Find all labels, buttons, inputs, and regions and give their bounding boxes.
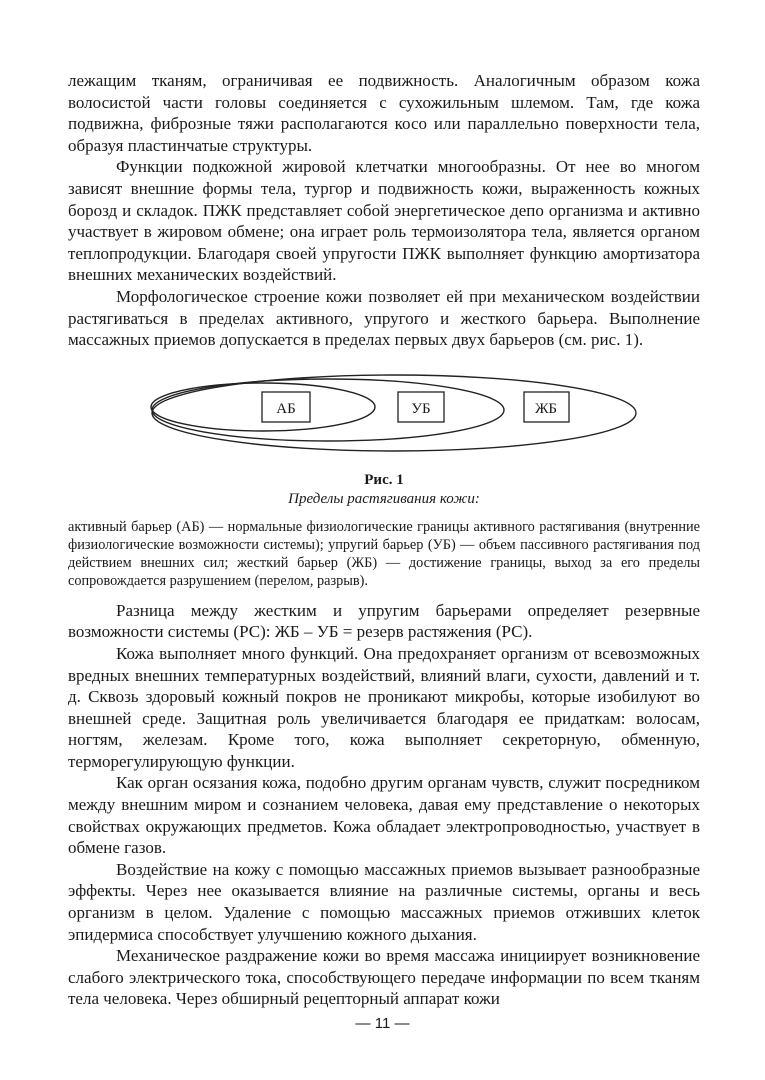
paragraph: Морфологическое строение кожи позволяет ей при механическом воздействии растягиваться в пределах активного, упругого и жесткого барьера. Выполнение массажных приемов допускается в пределах первых двух барьеров (см. рис. 1). [68, 286, 700, 350]
figure-label: Рис. 1 [364, 471, 404, 488]
paragraph: Механическое раздражение кожи во время массажа инициирует возникновение слабого электрического тока, способствующего передаче информации по всем тканям тела человека. Через обширный рецепторный аппарат кожи [68, 946, 700, 1009]
paragraph: Функции подкожной жировой клетчатки многообразны. От нее во многом зависят внешние формы тела, тургор и подвижность кожи, выраженность кожных борозд и складок. ПЖК представляет собой энергетическое депо организма и активно участвует в жировом обмене; она играет роль термоизолятора тела, является органом теплопродукции. Благодаря своей упругости ПЖК выполняет функцию амортизатора внешних механических воздействий. [68, 157, 700, 285]
paragraph: Разница между жестким и упругим барьерами определяет резервные возможности системы (РС): ЖБ – УБ = резерв растяжения (РС). [68, 600, 700, 642]
document-page [68, 70, 700, 1010]
elastic-barrier-ellipse [152, 379, 504, 441]
page-number: — 11 — [355, 1015, 410, 1032]
paragraph: лежащим тканям, ограничивая ее подвижность. Аналогичным образом кожа волосистой части головы соединяется с сухожильным шлемом. Там, где кожа подвижна, фиброзные тяжи располагаются косо или параллельно поверхности тела, образуя пластинчатые структуры. [68, 71, 700, 155]
box-zhb-label: ЖБ [534, 400, 558, 417]
box-ub-label: УБ [411, 400, 431, 417]
figure-legend: активный барьер (АБ) — нормальные физиологические границы активного растягивания (внутренние физиологические возможности системы); упругий барьер (УБ) — объем пассивного растягивания под действием внешних сил; жесткий барьер (ЖБ) — достижение границы, выход за его пределы сопровождается разрушением (перелом, разрыв). [68, 518, 700, 589]
box-ab-label: АБ [276, 400, 296, 417]
barriers-diagram [142, 359, 642, 465]
figure-caption: Пределы растягивания кожи: [288, 490, 480, 507]
paragraph: Воздействие на кожу с помощью массажных приемов вызывает разнообразные эффекты. Через нее оказывается влияние на различные системы, органы и весь организм в целом. Удаление с помощью массажных приемов отживших клеток эпидермиса способствует улучшению кожного дыхания. [68, 859, 700, 944]
paragraph: Как орган осязания кожа, подобно другим органам чувств, служит посредником между внешним миром и сознанием человека, давая ему представление о некоторых свойствах окружающих предметов. Кожа обладает электропроводностью, участвует в обмене газов. [68, 773, 700, 858]
paragraph: Кожа выполняет много функций. Она предохраняет организм от всевозможных вредных внешних температурных воздействий, влияний влаги, сухости, давлений и т. д. Сквозь здоровый кожный покров не проникают микробы, которые изобилуют во внешней среде. Защитная роль увеличивается благодаря ее придаткам: волосам, ногтям, железам. Кроме того, кожа выполняет секреторную, обменную, терморегулирующую функции. [68, 643, 700, 771]
figure-barriers-diagram [68, 359, 700, 465]
